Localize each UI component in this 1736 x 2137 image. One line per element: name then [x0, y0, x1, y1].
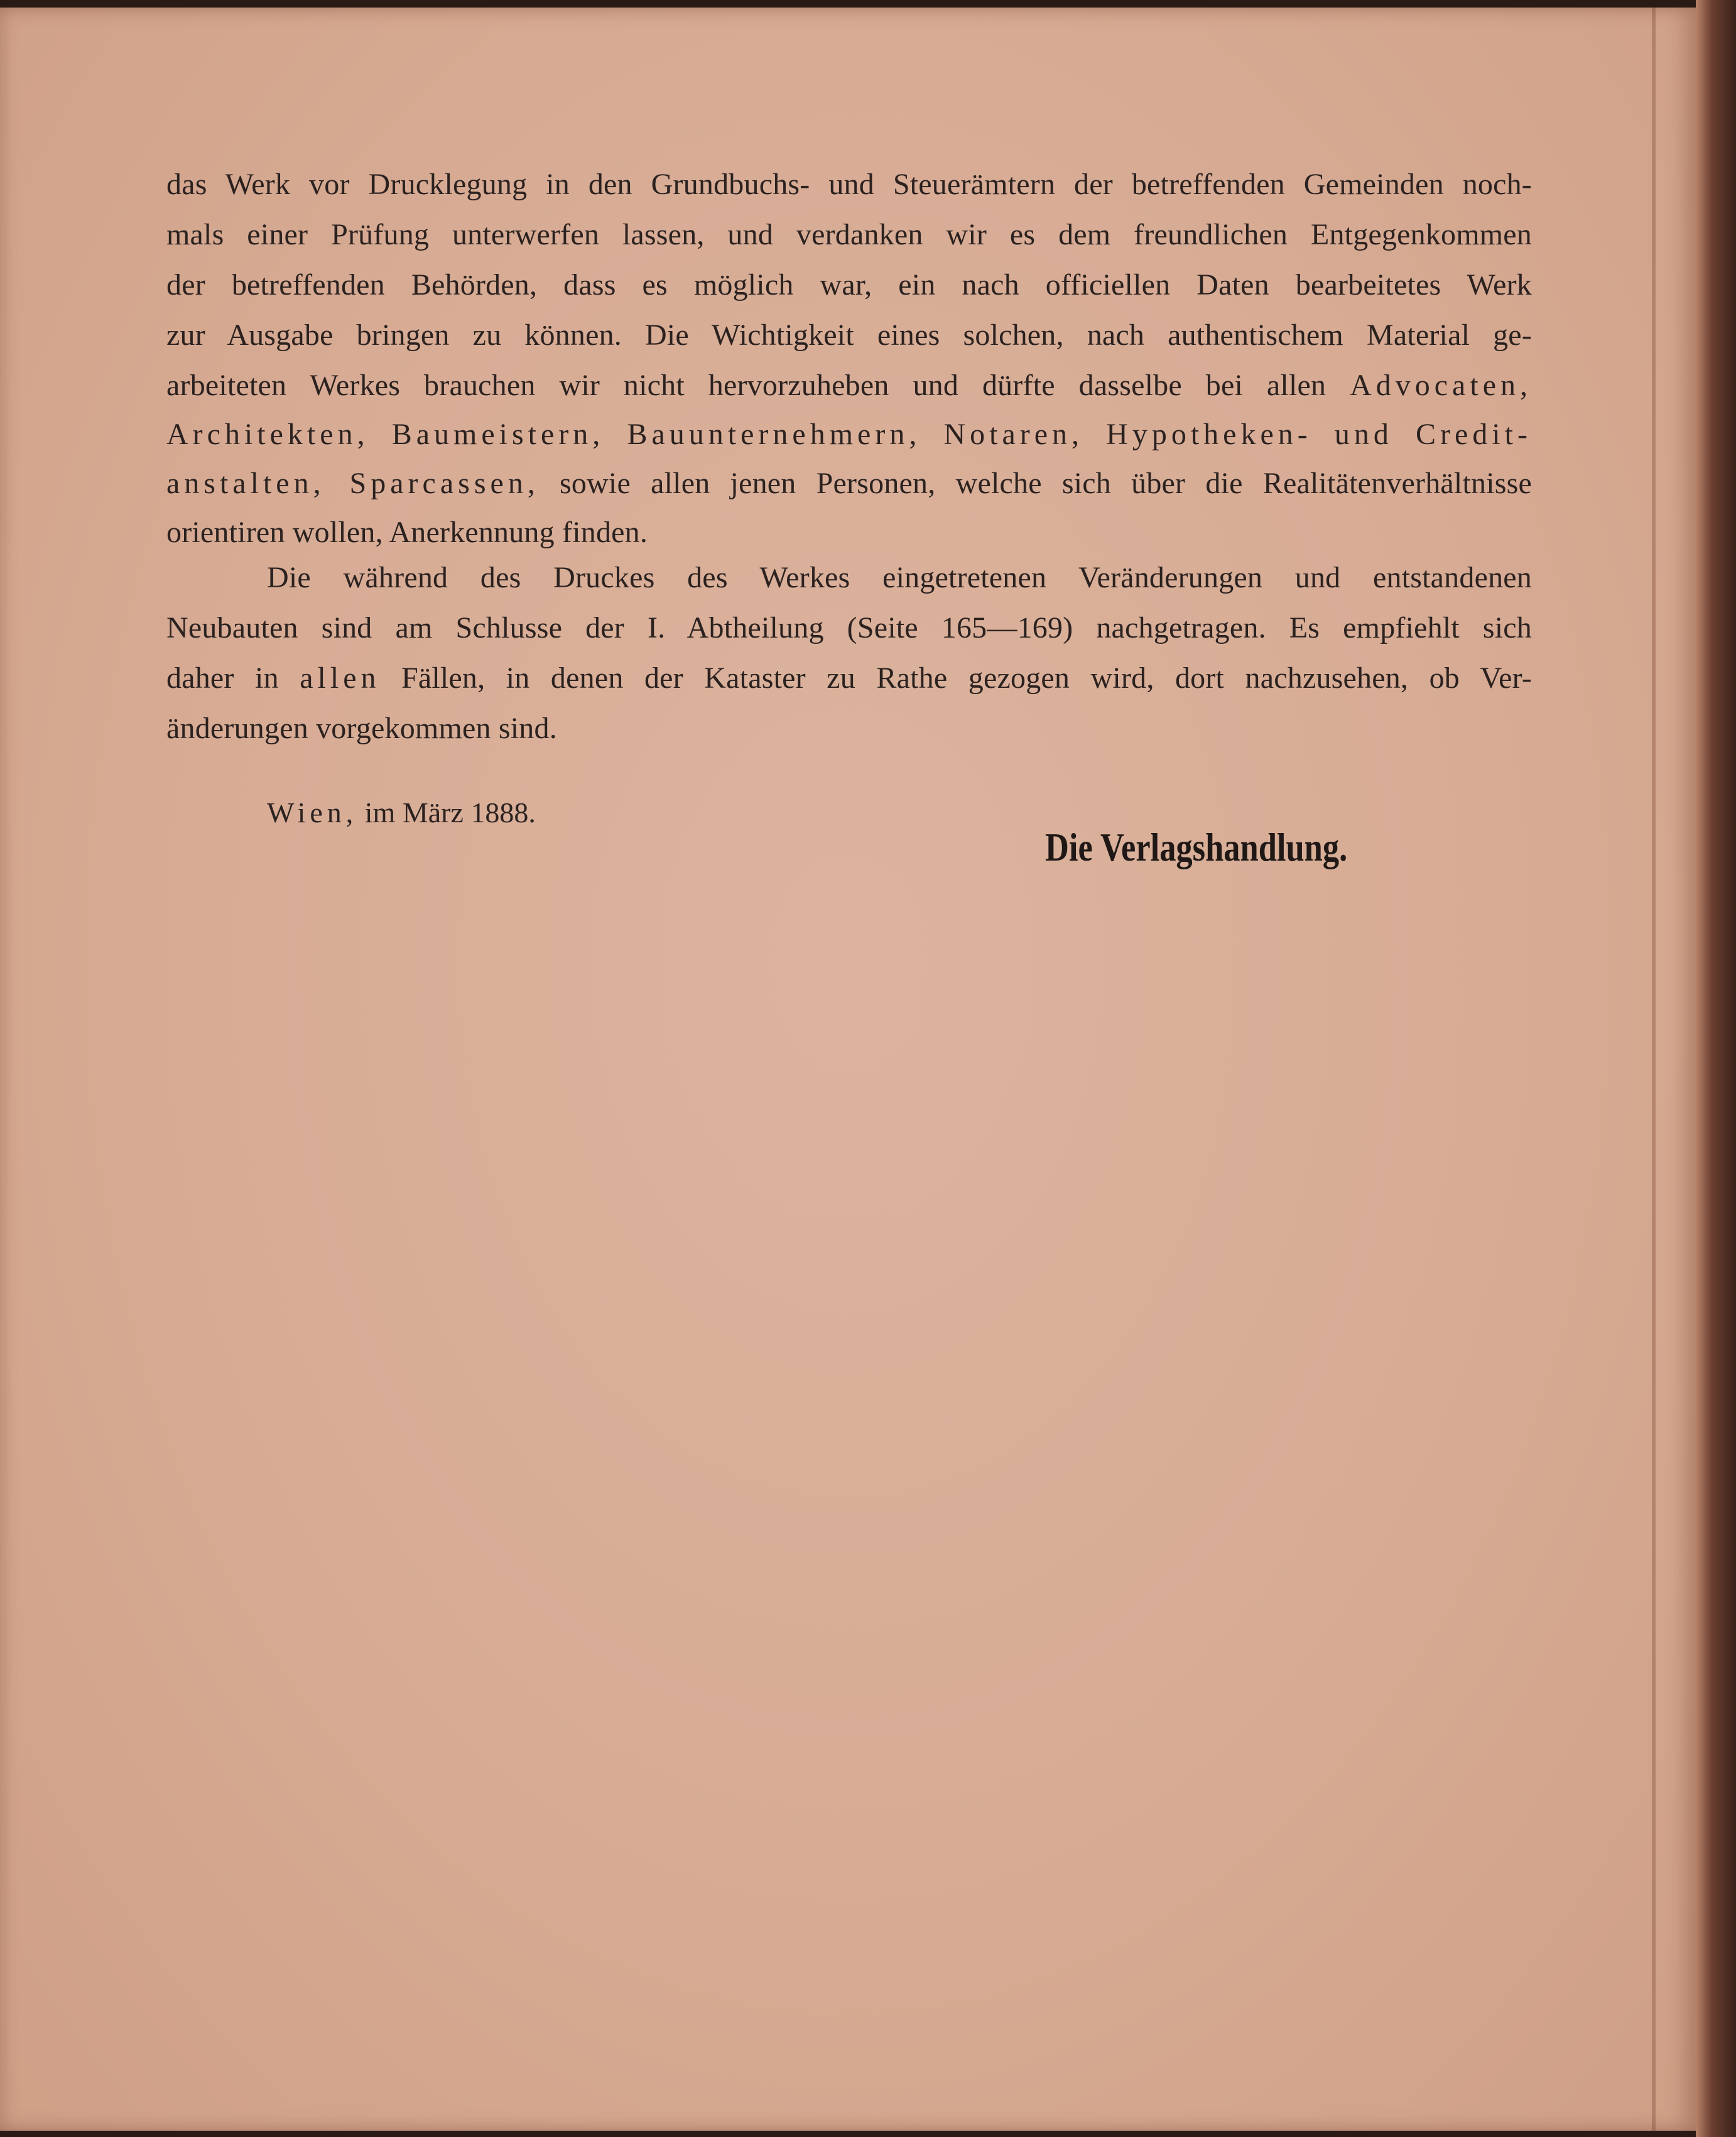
text-line [166, 515, 1532, 550]
text-line [267, 560, 1532, 595]
text-segment: allen [300, 661, 381, 695]
dateline [267, 796, 536, 829]
text-line [166, 711, 1532, 746]
text-segment: Fällen, in denen der Kataster zu Rathe gezogen wird, dort nachzusehen, ob Ver- [380, 661, 1533, 695]
text-segment: Neubauten sind am Schlusse der I. Abtheilung (Seite 165—169) nachgetragen. Es empfiehlt sich [166, 611, 1532, 644]
text-segment: änderungen vorgekommen sind. [166, 712, 557, 745]
text-segment: orientiren wollen, Anerkennung finden. [166, 516, 648, 549]
dateline-date: im März 1888. [357, 797, 536, 829]
book-binding-edge [1696, 0, 1736, 2137]
text-line [166, 217, 1532, 252]
text-segment: daher in [166, 661, 300, 695]
text-line [166, 268, 1532, 302]
text-segment: arbeiteten Werkes brauchen wir nicht hervorzuheben und dürfte dasselbe bei allen [166, 369, 1350, 402]
text-segment: anstalten, Sparcassen, [166, 467, 540, 500]
text-line [166, 368, 1532, 403]
text-segment: das Werk vor Drucklegung in den Grundbuchs- und Steuerämtern der betreffenden Gemeinden noch- [166, 168, 1532, 201]
text-line [166, 318, 1532, 352]
text-line [166, 611, 1532, 645]
page-fold-shadow [1652, 8, 1656, 2131]
text-segment: mals einer Prüfung unterwerfen lassen, und verdanken wir es dem freundlichen Entgegenkommen [166, 218, 1532, 251]
text-segment: Architekten, Baumeistern, Bauunternehmern, Notaren, Hypotheken- und Credit- [166, 418, 1532, 451]
text-segment: der betreffenden Behörden, dass es möglich war, ein nach officiellen Daten bearbeitetes Werk [166, 268, 1532, 302]
text-segment: Advocaten, [1350, 369, 1532, 402]
text-line [166, 466, 1532, 501]
text-segment: zur Ausgabe bringen zu können. Die Wichtigkeit eines solchen, nach authentischem Material ge- [166, 318, 1532, 352]
text-segment: Die während des Druckes des Werkes eingetretenen Veränderungen und entstandenen [267, 561, 1532, 594]
text-segment: sowie allen jenen Personen, welche sich über die Realitätenverhältnisse [539, 467, 1533, 500]
document-page [0, 8, 1696, 2131]
text-line [166, 167, 1532, 202]
text-line [166, 417, 1532, 452]
signature: Die Verlagshandlung. [1045, 825, 1348, 869]
dateline-place: Wien, [267, 797, 358, 829]
text-line [166, 661, 1532, 695]
